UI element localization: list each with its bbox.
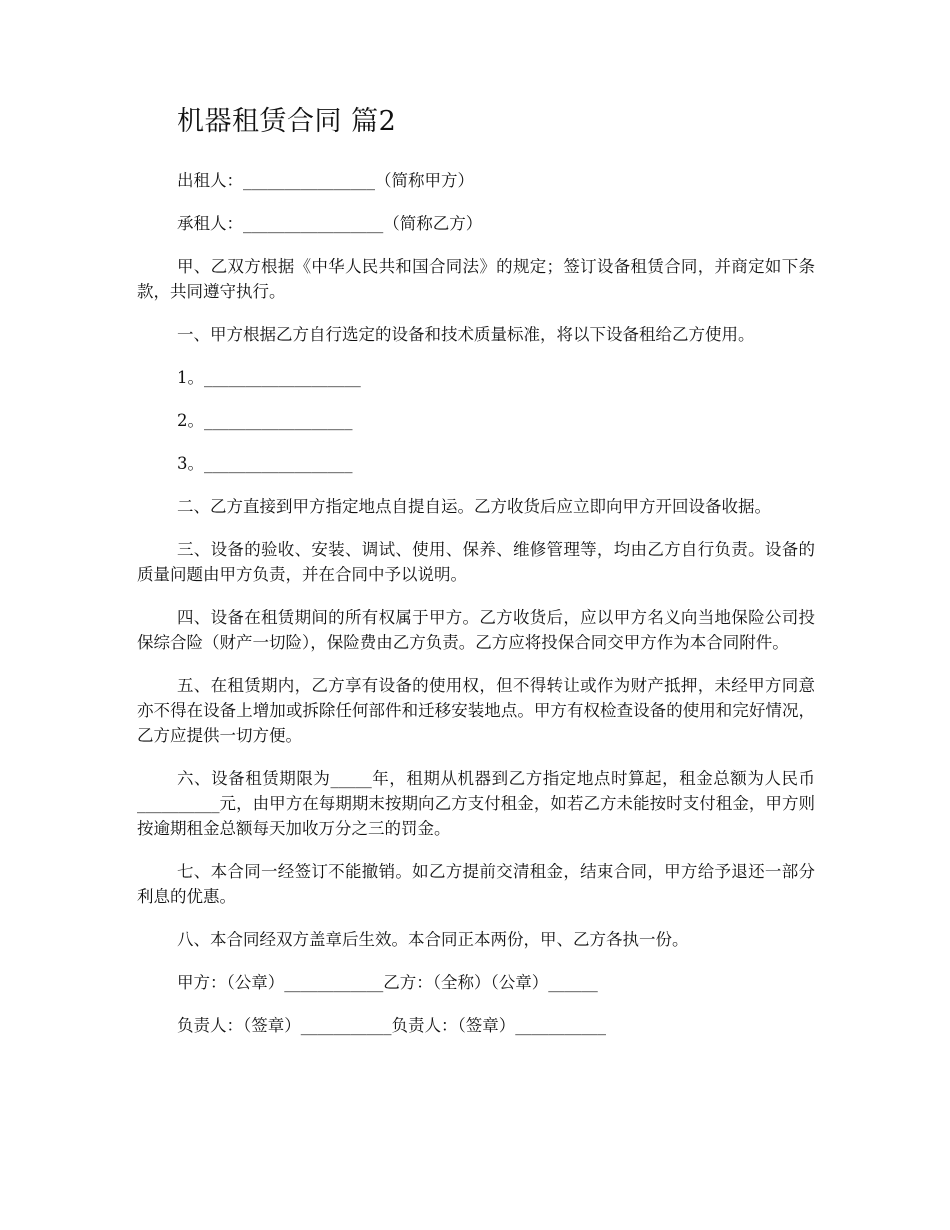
clause-3: 三、设备的验收、安装、调试、使用、保养、维修管理等，均由乙方自行负责。设备的质量问题由甲方负责，并在合同中予以说明。 (137, 540, 815, 584)
clause-7: 七、本合同一经签订不能撤销。如乙方提前交清租金，结束合同，甲方给予退还一部分利息的优惠。 (137, 862, 815, 906)
document-body (137, 168, 815, 1056)
clause-6: 六、设备租赁期限为_____年，租期从机器到乙方指定地点时算起，租金总额为人民币__________元，由甲方在每期期末按期向乙方支付租金，如若乙方未能按时支付租金，甲方则按逾期租金总额每天加收万分之三的罚金。 (137, 769, 815, 838)
lessor-line: 出租人：________________（简称甲方） (177, 171, 474, 190)
equipment-item: 1。___________________ (177, 368, 361, 387)
signature-person-line: 负责人：（签章）___________负责人：（签章）___________ (177, 1016, 606, 1035)
lessee-line: 承租人：_________________（简称乙方） (177, 214, 483, 233)
clause-2: 二、乙方直接到甲方指定地点自提自运。乙方收货后应立即向甲方开回设备收据。 (177, 497, 771, 516)
document-title: 机器租赁合同 篇2 (177, 106, 397, 137)
clause-5: 五、在租赁期内，乙方享有设备的使用权，但不得转让或作为财产抵押，未经甲方同意亦不得在设备上增加或拆除任何部件和迁移安装地点。甲方有权检查设备的使用和完好情况，乙方应提供一切方便。 (137, 676, 815, 745)
signature-party-line: 甲方：（公章）____________乙方：（全称）（公章）______ (177, 973, 598, 992)
clause-8: 八、本合同经双方盖章后生效。本合同正本两份，甲、乙方各执一份。 (177, 930, 689, 949)
clause-1: 一、甲方根据乙方自行选定的设备和技术质量标准，将以下设备租给乙方使用。 (177, 325, 755, 344)
equipment-item: 3。__________________ (177, 454, 353, 473)
intro-paragraph: 甲、乙双方根据《中华人民共和国合同法》的规定；签订设备租赁合同，并商定如下条款，共同遵守执行。 (137, 257, 815, 301)
clause-4: 四、设备在租赁期间的所有权属于甲方。乙方收货后，应以甲方名义向当地保险公司投保综合险（财产一切险），保险费由乙方负责。乙方应将投保合同交甲方作为本合同附件。 (137, 608, 815, 652)
equipment-item: 2。__________________ (177, 411, 353, 430)
